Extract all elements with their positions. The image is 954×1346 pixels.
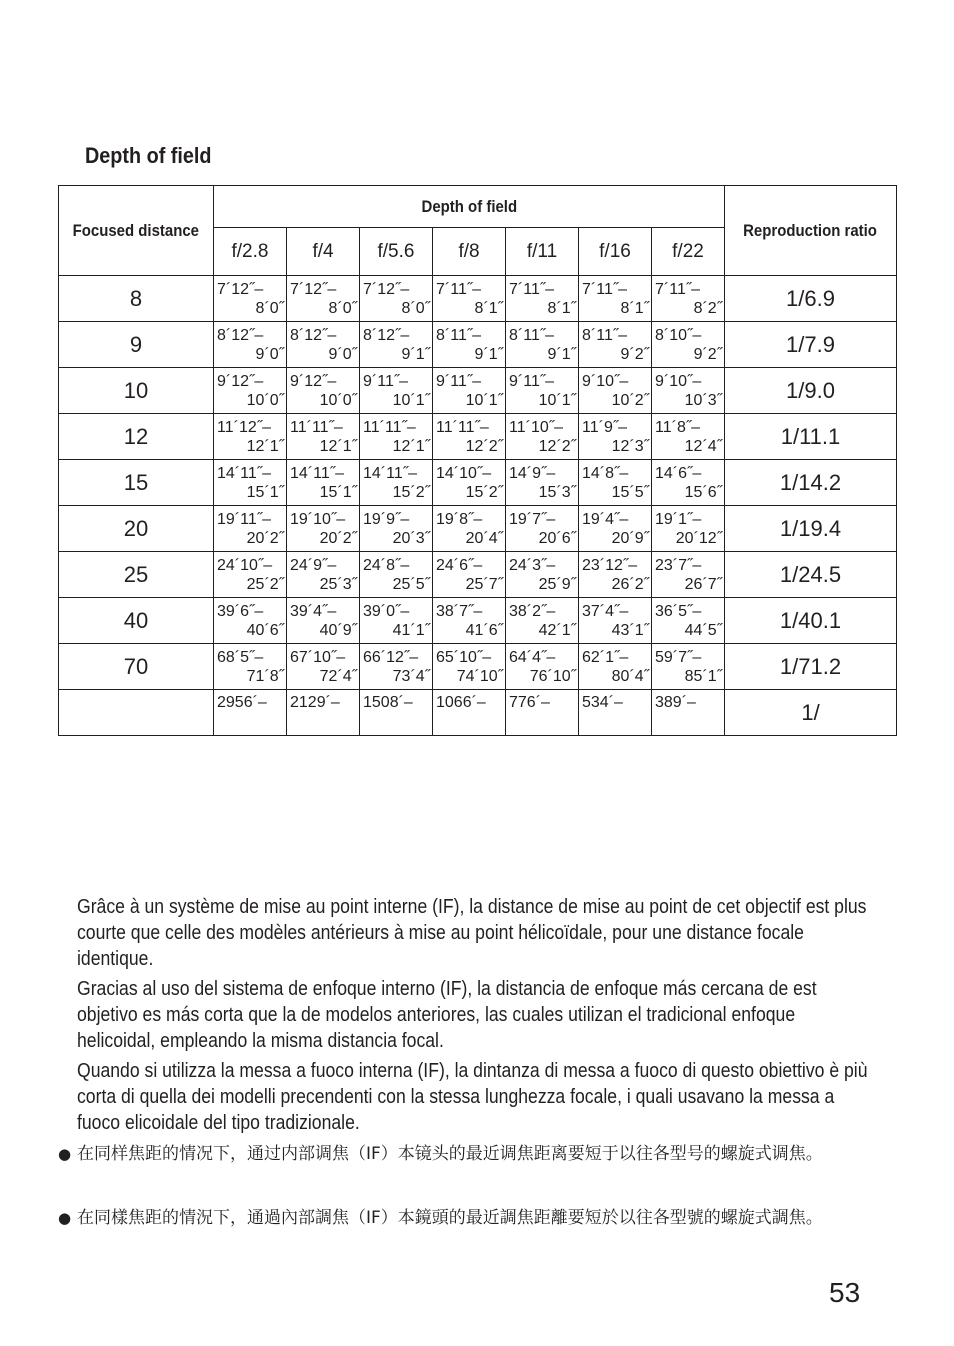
bullet-icon: ● bbox=[58, 1145, 72, 1163]
far-limit: 10´0˝ bbox=[246, 392, 284, 409]
depth-range-cell bbox=[214, 368, 287, 414]
far-limit: 25´3˝ bbox=[319, 576, 357, 593]
near-limit: 62´1˝– bbox=[582, 649, 629, 666]
focused-distance-cell: 9 bbox=[59, 322, 214, 368]
far-limit: 73´4˝ bbox=[392, 668, 430, 685]
depth-range-cell bbox=[287, 506, 360, 552]
depth-range-cell bbox=[214, 690, 287, 736]
far-limit: 25´2˝ bbox=[246, 576, 284, 593]
far-limit: 8´1˝ bbox=[547, 300, 576, 317]
far-limit: 41´1˝ bbox=[392, 622, 430, 639]
reproduction-ratio-cell: 1/24.5 bbox=[725, 552, 897, 598]
depth-range-cell bbox=[433, 322, 506, 368]
far-limit: 8´0˝ bbox=[401, 300, 430, 317]
depth-range-cell bbox=[214, 552, 287, 598]
near-limit: 19´1˝– bbox=[655, 511, 702, 528]
depth-range-cell bbox=[433, 598, 506, 644]
depth-range-cell bbox=[360, 506, 433, 552]
near-limit: 19´8˝– bbox=[436, 511, 483, 528]
near-limit: 14´9˝– bbox=[509, 465, 556, 482]
far-limit: 20´9˝ bbox=[611, 530, 649, 547]
near-limit: 2956´– bbox=[217, 694, 267, 711]
cjk-text-traditional: 在同樣焦距的情況下，通過內部調焦（IF）本鏡頭的最近調焦距離要短於以往各型號的螺旋式調焦。 bbox=[77, 1208, 823, 1228]
near-limit: 59´7˝– bbox=[655, 649, 702, 666]
far-limit: 25´7˝ bbox=[465, 576, 503, 593]
page-number: 53 bbox=[829, 1277, 861, 1308]
far-limit: 15´5˝ bbox=[611, 484, 649, 501]
near-limit: 389´– bbox=[655, 694, 696, 711]
focused-distance-cell bbox=[59, 690, 214, 736]
focused-distance-cell: 70 bbox=[59, 644, 214, 690]
depth-range-cell bbox=[287, 598, 360, 644]
depth-range-cell bbox=[652, 598, 725, 644]
near-limit: 11´11˝– bbox=[436, 419, 489, 436]
depth-range-cell bbox=[360, 460, 433, 506]
far-limit: 9´1˝ bbox=[474, 346, 503, 363]
depth-range-cell bbox=[506, 322, 579, 368]
reproduction-ratio-cell: 1/ bbox=[725, 690, 897, 736]
near-limit: 14´11˝– bbox=[290, 465, 344, 482]
far-limit: 44´5˝ bbox=[684, 622, 723, 639]
depth-range-cell bbox=[287, 690, 360, 736]
depth-range-cell bbox=[433, 414, 506, 460]
depth-range-cell bbox=[214, 322, 287, 368]
near-limit: 7´12˝– bbox=[290, 281, 337, 298]
near-limit: 9´10˝– bbox=[655, 373, 702, 390]
table-row bbox=[59, 598, 897, 644]
near-limit: 39´0˝– bbox=[363, 603, 410, 620]
depth-range-cell bbox=[506, 414, 579, 460]
depth-range-cell bbox=[652, 460, 725, 506]
far-limit: 10´2˝ bbox=[611, 392, 649, 409]
near-limit: 39´6˝– bbox=[217, 603, 264, 620]
near-limit: 24´6˝– bbox=[436, 557, 483, 574]
depth-range-cell bbox=[579, 598, 652, 644]
depth-of-field-table bbox=[58, 185, 897, 736]
table-row bbox=[59, 414, 897, 460]
near-limit: 1066´– bbox=[436, 694, 486, 711]
depth-range-cell bbox=[652, 322, 725, 368]
depth-range-cell bbox=[433, 460, 506, 506]
depth-range-cell bbox=[506, 506, 579, 552]
far-limit: 71´8˝ bbox=[246, 668, 284, 685]
far-limit: 20´2˝ bbox=[246, 530, 284, 547]
depth-range-cell bbox=[360, 644, 433, 690]
far-limit: 20´12˝ bbox=[675, 530, 723, 547]
far-limit: 20´2˝ bbox=[319, 530, 357, 547]
far-limit: 15´3˝ bbox=[538, 484, 576, 501]
near-limit: 8´12˝– bbox=[363, 327, 410, 344]
table-row bbox=[59, 690, 897, 736]
depth-range-cell bbox=[360, 690, 433, 736]
far-limit: 10´1˝ bbox=[465, 392, 503, 409]
depth-range-cell bbox=[579, 368, 652, 414]
depth-range-cell bbox=[360, 322, 433, 368]
depth-range-cell bbox=[506, 460, 579, 506]
far-limit: 42´1˝ bbox=[538, 622, 576, 639]
near-limit: 7´11˝– bbox=[436, 281, 482, 298]
near-limit: 65´10˝– bbox=[436, 649, 492, 666]
near-limit: 14´8˝– bbox=[582, 465, 629, 482]
near-limit: 19´11˝– bbox=[217, 511, 271, 528]
reproduction-ratio-cell: 1/6.9 bbox=[725, 276, 897, 322]
near-limit: 36´5˝– bbox=[655, 603, 702, 620]
near-limit: 776´– bbox=[509, 694, 550, 711]
far-limit: 85´1˝ bbox=[684, 668, 723, 685]
far-limit: 12´2˝ bbox=[465, 438, 503, 455]
depth-range-cell bbox=[214, 598, 287, 644]
far-limit: 12´1˝ bbox=[319, 438, 357, 455]
depth-range-cell bbox=[287, 276, 360, 322]
far-limit: 9´0˝ bbox=[255, 346, 284, 363]
depth-range-cell bbox=[579, 690, 652, 736]
near-limit: 14´11˝– bbox=[363, 465, 417, 482]
focused-distance-cell: 25 bbox=[59, 552, 214, 598]
table-row bbox=[59, 644, 897, 690]
reproduction-ratio-cell: 1/19.4 bbox=[725, 506, 897, 552]
paragraph-french: Grâce à un système de mise au point interne (IF), la distance de mise au point de cet objectif est plus courte que celle des modèles antérieurs à mise au point hélicoïdale, pour une distance focale identique. bbox=[77, 896, 867, 970]
section-title: Depth of field bbox=[85, 143, 212, 168]
far-limit: 15´6˝ bbox=[684, 484, 723, 501]
near-limit: 9´11˝– bbox=[509, 373, 555, 390]
cjk-text-simplified: 在同样焦距的情况下，通过内部调焦（IF）本镜头的最近调焦距离要短于以往各型号的螺旋式调焦。 bbox=[77, 1144, 823, 1164]
table-row bbox=[59, 368, 897, 414]
focused-distance-cell: 12 bbox=[59, 414, 214, 460]
reproduction-ratio-cell: 1/11.1 bbox=[725, 414, 897, 460]
focused-distance-cell: 8 bbox=[59, 276, 214, 322]
far-limit: 43´1˝ bbox=[611, 622, 649, 639]
near-limit: 11´12˝– bbox=[217, 419, 271, 436]
depth-range-cell bbox=[214, 644, 287, 690]
far-limit: 10´0˝ bbox=[319, 392, 357, 409]
far-limit: 40´6˝ bbox=[246, 622, 284, 639]
near-limit: 11´11˝– bbox=[363, 419, 416, 436]
table-row bbox=[59, 276, 897, 322]
header-focused-distance: Focused distance bbox=[59, 186, 214, 276]
focused-distance-cell: 40 bbox=[59, 598, 214, 644]
paragraph-italian: Quando si utilizza la messa a fuoco interna (IF), la dintanza di messa a fuoco di questo obiettivo è più corta di quella dei modelli precendenti con la stessa lunghezza focale, i quali usavano la messa a fuoco elicoidale del tipo tradizionale. bbox=[77, 1060, 868, 1134]
near-limit: 11´8˝– bbox=[655, 419, 701, 436]
near-limit: 9´11˝– bbox=[436, 373, 482, 390]
header-reproduction-ratio: Reproduction ratio bbox=[725, 186, 897, 276]
far-limit: 72´4˝ bbox=[319, 668, 357, 685]
depth-range-cell bbox=[287, 460, 360, 506]
table-row bbox=[59, 552, 897, 598]
near-limit: 1508´– bbox=[363, 694, 413, 711]
far-limit: 9´2˝ bbox=[693, 346, 723, 363]
far-limit: 8´2˝ bbox=[693, 300, 723, 317]
far-limit: 10´1˝ bbox=[538, 392, 576, 409]
near-limit: 8´12˝– bbox=[217, 327, 264, 344]
far-limit: 8´0˝ bbox=[328, 300, 357, 317]
focused-distance-cell: 20 bbox=[59, 506, 214, 552]
near-limit: 64´4˝– bbox=[509, 649, 556, 666]
near-limit: 8´11˝– bbox=[582, 327, 628, 344]
near-limit: 9´10˝– bbox=[582, 373, 629, 390]
reproduction-ratio-cell: 1/7.9 bbox=[725, 322, 897, 368]
header-aperture: f/8 bbox=[433, 228, 506, 276]
near-limit: 11´9˝– bbox=[582, 419, 628, 436]
depth-range-cell bbox=[579, 322, 652, 368]
depth-range-cell bbox=[506, 598, 579, 644]
depth-range-cell bbox=[652, 276, 725, 322]
near-limit: 37´4˝– bbox=[582, 603, 629, 620]
header-aperture: f/5.6 bbox=[360, 228, 433, 276]
far-limit: 9´1˝ bbox=[401, 346, 430, 363]
far-limit: 10´3˝ bbox=[684, 392, 723, 409]
near-limit: 19´4˝– bbox=[582, 511, 629, 528]
near-limit: 39´4˝– bbox=[290, 603, 337, 620]
depth-range-cell bbox=[360, 598, 433, 644]
far-limit: 40´9˝ bbox=[319, 622, 357, 639]
far-limit: 8´0˝ bbox=[255, 300, 284, 317]
far-limit: 8´1˝ bbox=[620, 300, 649, 317]
far-limit: 9´2˝ bbox=[620, 346, 649, 363]
near-limit: 19´9˝– bbox=[363, 511, 410, 528]
focused-distance-cell: 15 bbox=[59, 460, 214, 506]
depth-range-cell bbox=[360, 552, 433, 598]
depth-range-cell bbox=[433, 276, 506, 322]
near-limit: 9´11˝– bbox=[363, 373, 409, 390]
depth-range-cell bbox=[433, 690, 506, 736]
far-limit: 12´3˝ bbox=[611, 438, 649, 455]
near-limit: 24´8˝– bbox=[363, 557, 410, 574]
far-limit: 80´4˝ bbox=[611, 668, 649, 685]
far-limit: 12´1˝ bbox=[392, 438, 430, 455]
far-limit: 8´1˝ bbox=[474, 300, 503, 317]
far-limit: 20´3˝ bbox=[392, 530, 430, 547]
table-row bbox=[59, 506, 897, 552]
near-limit: 38´2˝– bbox=[509, 603, 556, 620]
header-aperture: f/11 bbox=[506, 228, 579, 276]
far-limit: 25´9˝ bbox=[538, 576, 576, 593]
near-limit: 8´12˝– bbox=[290, 327, 337, 344]
near-limit: 67´10˝– bbox=[290, 649, 346, 666]
near-limit: 19´7˝– bbox=[509, 511, 556, 528]
far-limit: 20´6˝ bbox=[538, 530, 576, 547]
depth-range-cell bbox=[287, 552, 360, 598]
far-limit: 9´1˝ bbox=[547, 346, 576, 363]
depth-range-cell bbox=[579, 552, 652, 598]
far-limit: 20´4˝ bbox=[465, 530, 503, 547]
depth-range-cell bbox=[652, 644, 725, 690]
depth-range-cell bbox=[652, 690, 725, 736]
near-limit: 24´10˝– bbox=[217, 557, 273, 574]
depth-range-cell bbox=[652, 552, 725, 598]
focused-distance-cell: 10 bbox=[59, 368, 214, 414]
depth-range-cell bbox=[214, 414, 287, 460]
reproduction-ratio-cell: 1/40.1 bbox=[725, 598, 897, 644]
depth-range-cell bbox=[360, 368, 433, 414]
near-limit: 24´9˝– bbox=[290, 557, 337, 574]
near-limit: 23´7˝– bbox=[655, 557, 702, 574]
near-limit: 7´11˝– bbox=[509, 281, 555, 298]
depth-range-cell bbox=[579, 414, 652, 460]
depth-range-cell bbox=[360, 414, 433, 460]
near-limit: 38´7˝– bbox=[436, 603, 483, 620]
far-limit: 12´4˝ bbox=[684, 438, 723, 455]
near-limit: 8´10˝– bbox=[655, 327, 702, 344]
depth-range-cell bbox=[579, 276, 652, 322]
bullet-icon: ● bbox=[58, 1209, 72, 1227]
far-limit: 15´1˝ bbox=[246, 484, 284, 501]
depth-range-cell bbox=[579, 460, 652, 506]
near-limit: 7´12˝– bbox=[363, 281, 410, 298]
depth-range-cell bbox=[214, 506, 287, 552]
depth-range-cell bbox=[506, 368, 579, 414]
depth-range-cell bbox=[506, 690, 579, 736]
header-aperture: f/2.8 bbox=[214, 228, 287, 276]
near-limit: 534´– bbox=[582, 694, 623, 711]
depth-range-cell bbox=[579, 644, 652, 690]
header-aperture: f/22 bbox=[652, 228, 725, 276]
near-limit: 19´10˝– bbox=[290, 511, 346, 528]
far-limit: 12´2˝ bbox=[538, 438, 576, 455]
depth-range-cell bbox=[579, 506, 652, 552]
far-limit: 25´5˝ bbox=[392, 576, 430, 593]
depth-range-cell bbox=[433, 552, 506, 598]
far-limit: 15´2˝ bbox=[392, 484, 430, 501]
near-limit: 7´11˝– bbox=[582, 281, 628, 298]
near-limit: 9´12˝– bbox=[217, 373, 264, 390]
depth-range-cell bbox=[652, 414, 725, 460]
header-aperture: f/16 bbox=[579, 228, 652, 276]
near-limit: 7´11˝– bbox=[655, 281, 701, 298]
header-depth-of-field: Depth of field bbox=[214, 186, 725, 228]
reproduction-ratio-cell: 1/14.2 bbox=[725, 460, 897, 506]
near-limit: 11´10˝– bbox=[509, 419, 563, 436]
far-limit: 74´10˝ bbox=[456, 668, 503, 685]
depth-range-cell bbox=[506, 276, 579, 322]
depth-range-cell bbox=[652, 368, 725, 414]
depth-range-cell bbox=[506, 552, 579, 598]
depth-range-cell bbox=[287, 414, 360, 460]
table-row bbox=[59, 460, 897, 506]
reproduction-ratio-cell: 1/71.2 bbox=[725, 644, 897, 690]
depth-range-cell bbox=[652, 506, 725, 552]
depth-range-cell bbox=[287, 322, 360, 368]
reproduction-ratio-cell: 1/9.0 bbox=[725, 368, 897, 414]
near-limit: 66´12˝– bbox=[363, 649, 419, 666]
depth-range-cell bbox=[214, 460, 287, 506]
depth-range-cell bbox=[433, 644, 506, 690]
depth-range-cell bbox=[433, 368, 506, 414]
description-paragraphs bbox=[77, 894, 877, 1140]
table-row bbox=[59, 322, 897, 368]
depth-range-cell bbox=[214, 276, 287, 322]
cjk-bullet-simplified bbox=[58, 1141, 878, 1167]
depth-range-cell bbox=[287, 644, 360, 690]
far-limit: 26´7˝ bbox=[684, 576, 723, 593]
depth-range-cell bbox=[433, 506, 506, 552]
near-limit: 14´10˝– bbox=[436, 465, 492, 482]
near-limit: 9´12˝– bbox=[290, 373, 337, 390]
depth-range-cell bbox=[506, 644, 579, 690]
depth-range-cell bbox=[287, 368, 360, 414]
depth-range-cell bbox=[360, 276, 433, 322]
near-limit: 24´3˝– bbox=[509, 557, 556, 574]
near-limit: 68´5˝– bbox=[217, 649, 264, 666]
near-limit: 8´11˝– bbox=[509, 327, 555, 344]
near-limit: 23´12˝– bbox=[582, 557, 638, 574]
near-limit: 8´11˝– bbox=[436, 327, 482, 344]
far-limit: 76´10˝ bbox=[529, 668, 576, 685]
near-limit: 2129´– bbox=[290, 694, 340, 711]
far-limit: 15´1˝ bbox=[319, 484, 357, 501]
far-limit: 12´1˝ bbox=[246, 438, 284, 455]
cjk-bullet-traditional bbox=[58, 1205, 878, 1231]
paragraph-spanish: Gracias al uso del sistema de enfoque interno (IF), la distancia de enfoque más cercana de est objetivo es más corta que la de modelos anteriores, las cuales utilizan el tradicional enfoque helicoidal, empleando la misma distancia focal. bbox=[77, 978, 817, 1052]
header-aperture: f/4 bbox=[287, 228, 360, 276]
near-limit: 11´11˝– bbox=[290, 419, 343, 436]
near-limit: 14´11˝– bbox=[217, 465, 271, 482]
near-limit: 7´12˝– bbox=[217, 281, 264, 298]
far-limit: 9´0˝ bbox=[328, 346, 357, 363]
far-limit: 15´2˝ bbox=[465, 484, 503, 501]
far-limit: 26´2˝ bbox=[611, 576, 649, 593]
far-limit: 41´6˝ bbox=[465, 622, 503, 639]
near-limit: 14´6˝– bbox=[655, 465, 702, 482]
far-limit: 10´1˝ bbox=[392, 392, 430, 409]
